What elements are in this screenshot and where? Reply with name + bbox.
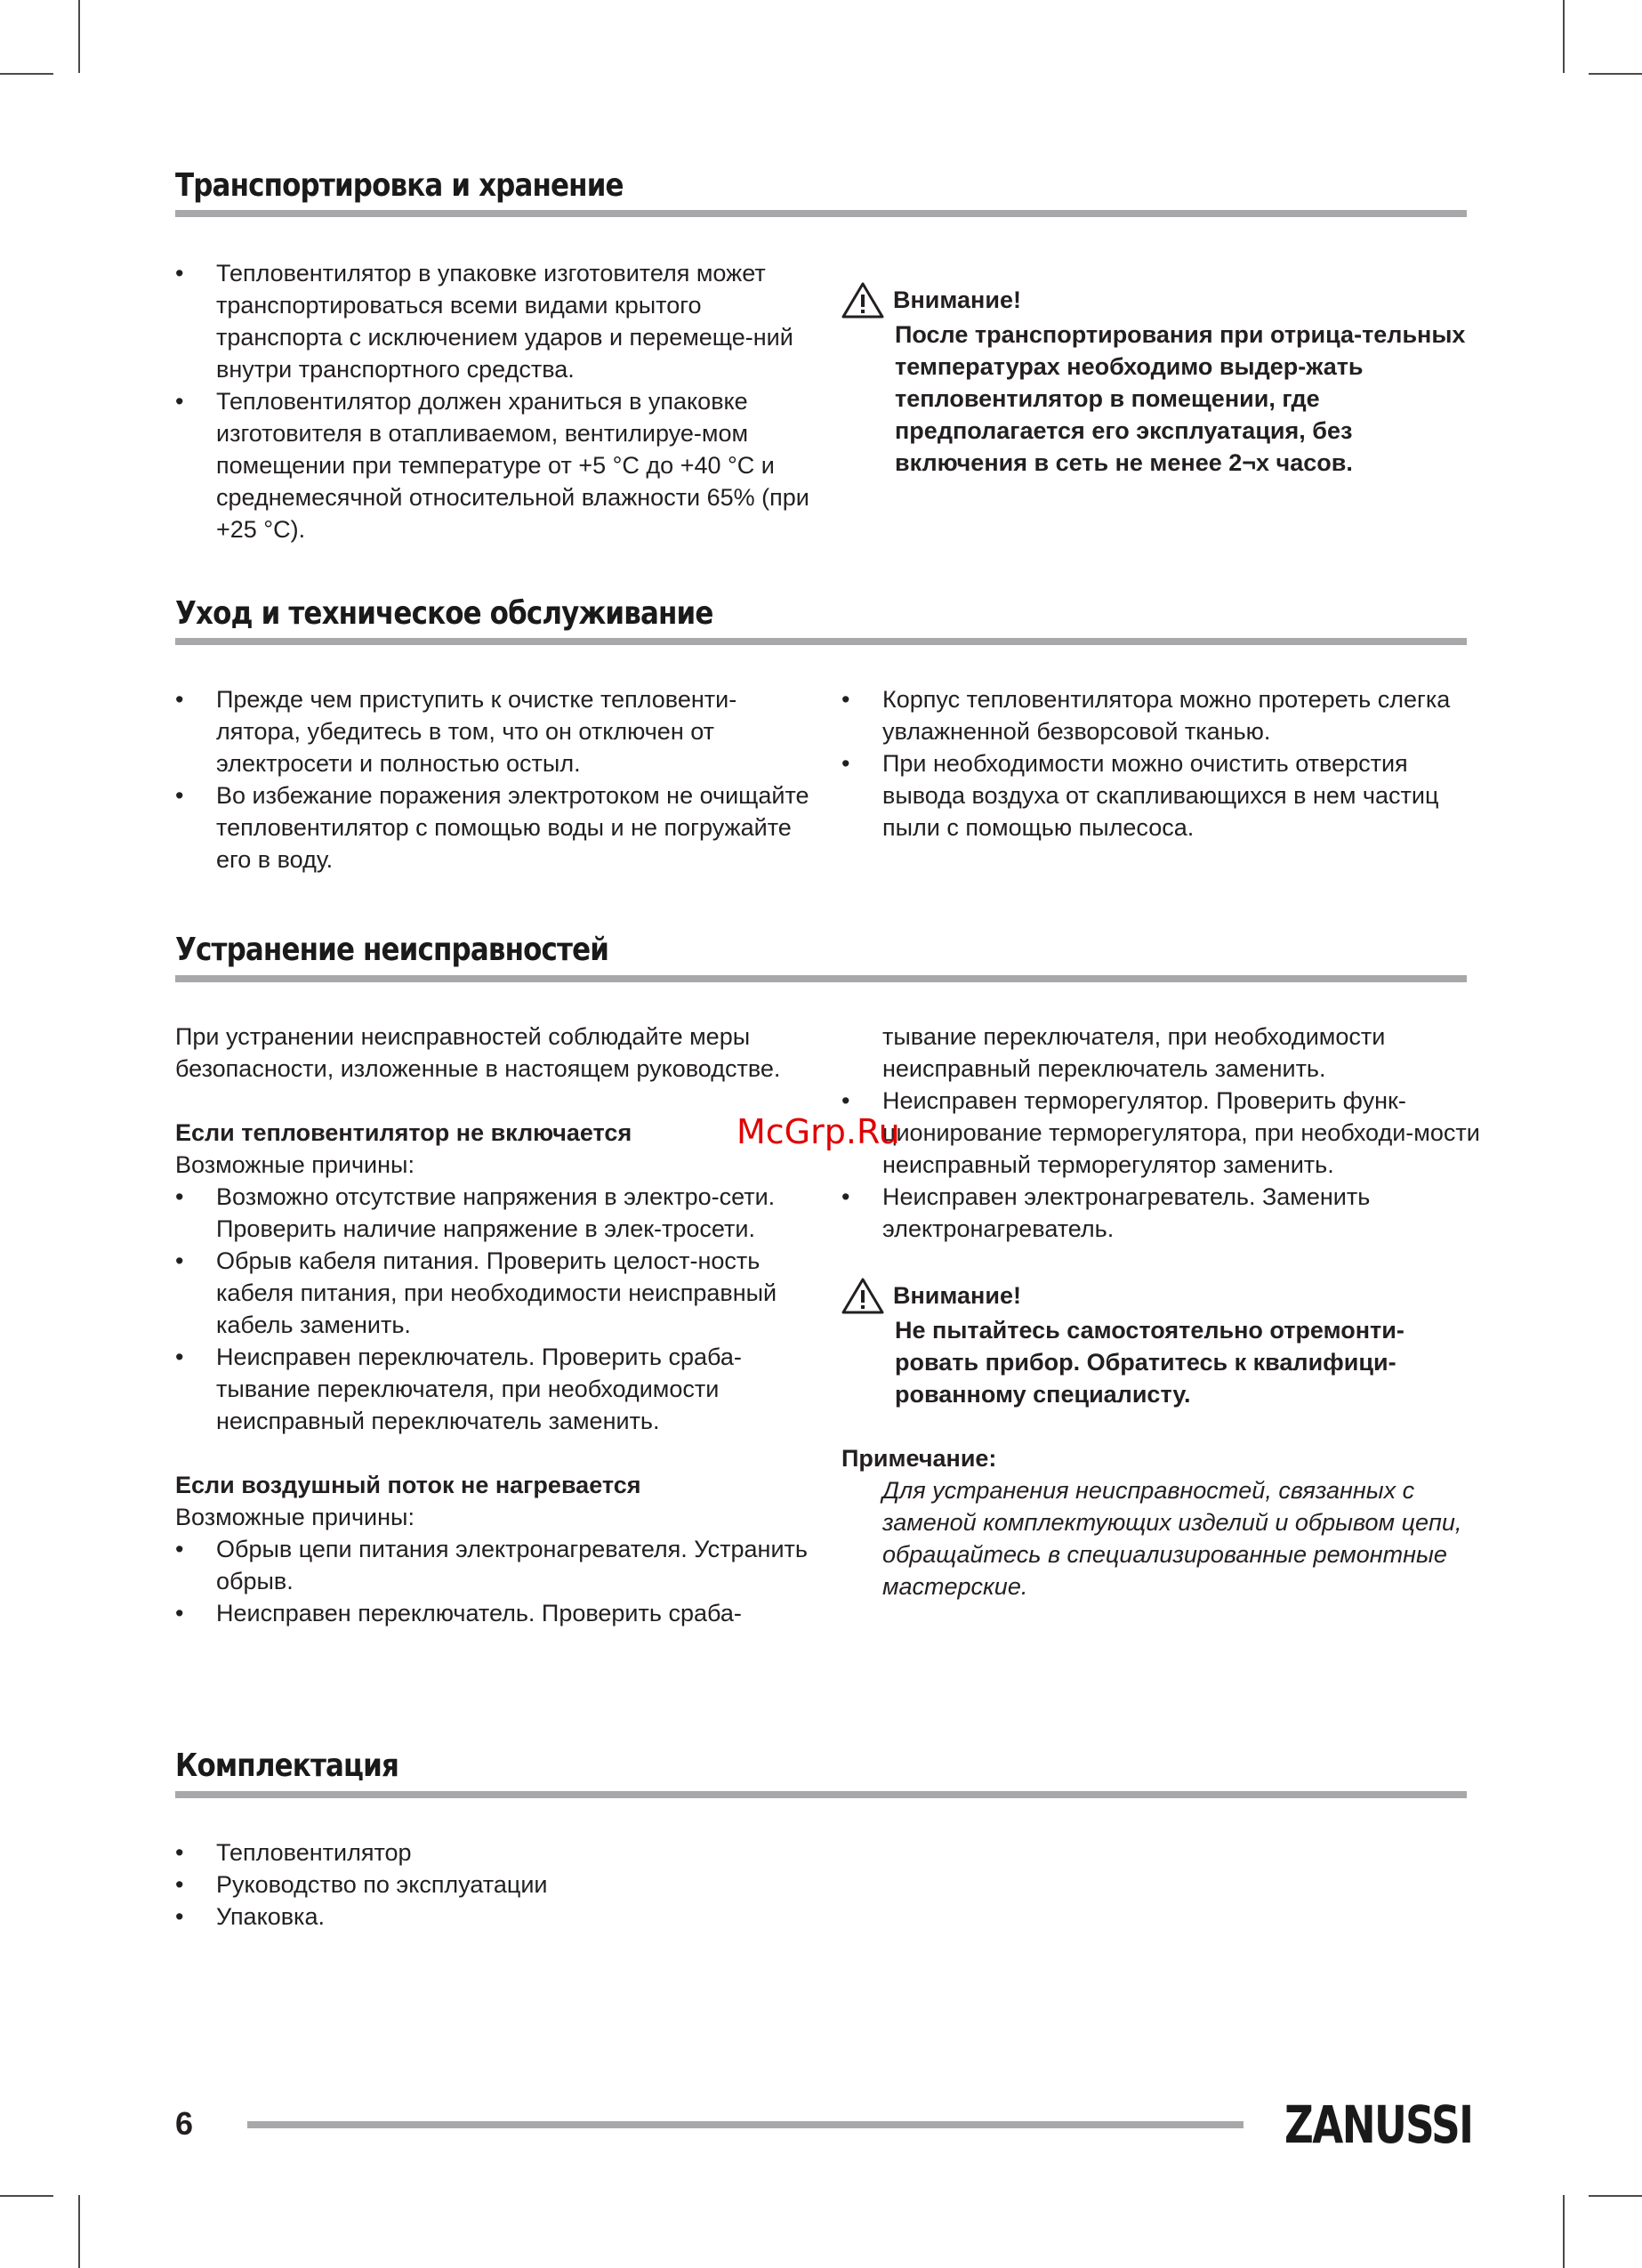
- crop-mark: [1589, 73, 1642, 75]
- care-left-column: [175, 683, 816, 876]
- section-rule: [175, 975, 1467, 982]
- section-rule: [175, 1791, 1467, 1798]
- list-item: • Неисправен переключатель. Проверить сраба-тывание переключателя, при необходимости неисправный переключатель заменить.: [175, 1341, 816, 1437]
- warning-triangle-icon: [841, 1277, 884, 1314]
- watermark: McGrp.Ru: [736, 1112, 900, 1151]
- list-item: • При необходимости можно очистить отверстия вывода воздуха от скапливающихся в нем частиц пыли с помощью пылесоса.: [841, 747, 1482, 843]
- note-title: Примечание:: [841, 1445, 997, 1472]
- list-item: • Тепловентилятор в упаковке изготовителя может транспортироваться всеми видами крытого транспорта с исключением ударов и перемеще-ний внутри транспортного средства.: [175, 257, 816, 385]
- trouble-intro: При устранении неисправностей соблюдайте меры безопасности, изложенные в настоящем руководстве.: [175, 1023, 781, 1082]
- transport-list-column: [175, 257, 816, 545]
- warning-title: Внимание!: [893, 287, 1021, 313]
- list-item: • Неисправен электронагреватель. Заменить электронагреватель.: [841, 1181, 1482, 1245]
- list-item: • Прежде чем приступить к очистке тепловенти-лятора, убедитесь в том, что он отключен от электросети и полностью остыл.: [175, 683, 816, 779]
- list-item: • Тепловентилятор должен храниться в упаковке изготовителя в отапливаемом, вентилируе-мом помещении при температуре от +5 °С до +40 °С и среднемесячной относительной влажности 65% (при +25 °С).: [175, 385, 816, 545]
- list-item: • Возможно отсутствие напряжения в электро-сети. Проверить наличие напряжение в элек-тросети.: [175, 1181, 816, 1245]
- warning-triangle-icon: [841, 281, 884, 319]
- section-title-kit: Комплектация: [175, 1747, 398, 1784]
- list-item: • Во избежание поражения электротоком не очищайте тепловентилятор с помощью воды и не погружайте его в воду.: [175, 779, 816, 876]
- page-number: 6: [175, 2105, 194, 2142]
- crop-mark: [1563, 0, 1565, 73]
- warning-heading: [841, 1277, 1482, 1314]
- continued-item-text: тывание переключателя, при необходимости неисправный переключатель заменить.: [882, 1023, 1386, 1082]
- list-item: • Неисправен терморегулятор. Проверить функ-ционирование терморегулятора, при необходи-мости неисправный терморегулятор заменить.: [841, 1085, 1482, 1181]
- crop-mark: [78, 2195, 80, 2268]
- list-item: • Обрыв кабеля питания. Проверить целост-ность кабеля питания, при необходимости неисправный кабель заменить.: [175, 1245, 816, 1341]
- transport-warning: [841, 281, 1482, 479]
- list-item: • Тепловентилятор: [175, 1836, 816, 1868]
- care-list-left: [175, 683, 816, 876]
- section-title-care: Уход и техническое обслуживание: [175, 595, 713, 632]
- warning-text: После транспортирования при отрица-тельных температурах необходимо выдер-жать тепловентилятор в помещении, где предполагается его эксплуатация, без включения в сеть не менее 2¬х часов.: [895, 321, 1466, 476]
- warning-title: Внимание!: [893, 1282, 1021, 1309]
- section-title-transport: Транспортировка и хранение: [175, 167, 624, 204]
- note-text: Для устранения неисправностей, связанных с заменой комплектующих изделий и обрывом цепи, обращайтесь в специализированные ремонтные мастерские.: [882, 1477, 1462, 1600]
- case1-causes-label: Возможные причины:: [175, 1151, 415, 1178]
- trouble-right-column: [841, 1021, 1482, 1602]
- section-rule: [175, 638, 1467, 645]
- trouble-warning: [841, 1277, 1482, 1410]
- kit-column: [175, 1836, 816, 1933]
- crop-mark: [1589, 2195, 1642, 2197]
- kit-list: [175, 1836, 816, 1933]
- list-item: • Руководство по эксплуатации: [175, 1868, 816, 1901]
- care-list-right: [841, 683, 1482, 843]
- list-item: • Обрыв цепи питания электронагревателя. Устранить обрыв.: [175, 1533, 816, 1597]
- transport-list: [175, 257, 816, 545]
- case2-title: Если воздушный поток не нагревается: [175, 1472, 641, 1498]
- warning-heading: [841, 281, 1482, 319]
- case1-list: [175, 1181, 816, 1437]
- list-item: • Неисправен переключатель. Проверить сраба-: [175, 1597, 816, 1629]
- section-rule: [175, 210, 1467, 217]
- crop-mark: [0, 73, 53, 75]
- section-title-trouble: Устранение неисправностей: [175, 932, 609, 968]
- case1-title: Если тепловентилятор не включается: [175, 1119, 632, 1146]
- warning-text: Не пытайтесь самостоятельно отремонти-ровать прибор. Обратитесь к квалифици-рованному специалисту.: [895, 1317, 1405, 1408]
- footer-rule: [247, 2121, 1244, 2128]
- trouble-list-right: [841, 1085, 1482, 1245]
- trouble-left-column: [175, 1021, 816, 1629]
- case2-causes-label: Возможные причины:: [175, 1504, 415, 1530]
- brand-logo: ZANUSSI: [1284, 2094, 1473, 2155]
- case2-list: [175, 1533, 816, 1629]
- care-right-column: [841, 683, 1482, 843]
- list-item: • Корпус тепловентилятора можно протереть слегка увлажненной безворсовой тканью.: [841, 683, 1482, 747]
- crop-mark: [78, 0, 80, 73]
- list-item: • Упаковка.: [175, 1901, 816, 1933]
- crop-mark: [0, 2195, 53, 2197]
- crop-mark: [1563, 2195, 1565, 2268]
